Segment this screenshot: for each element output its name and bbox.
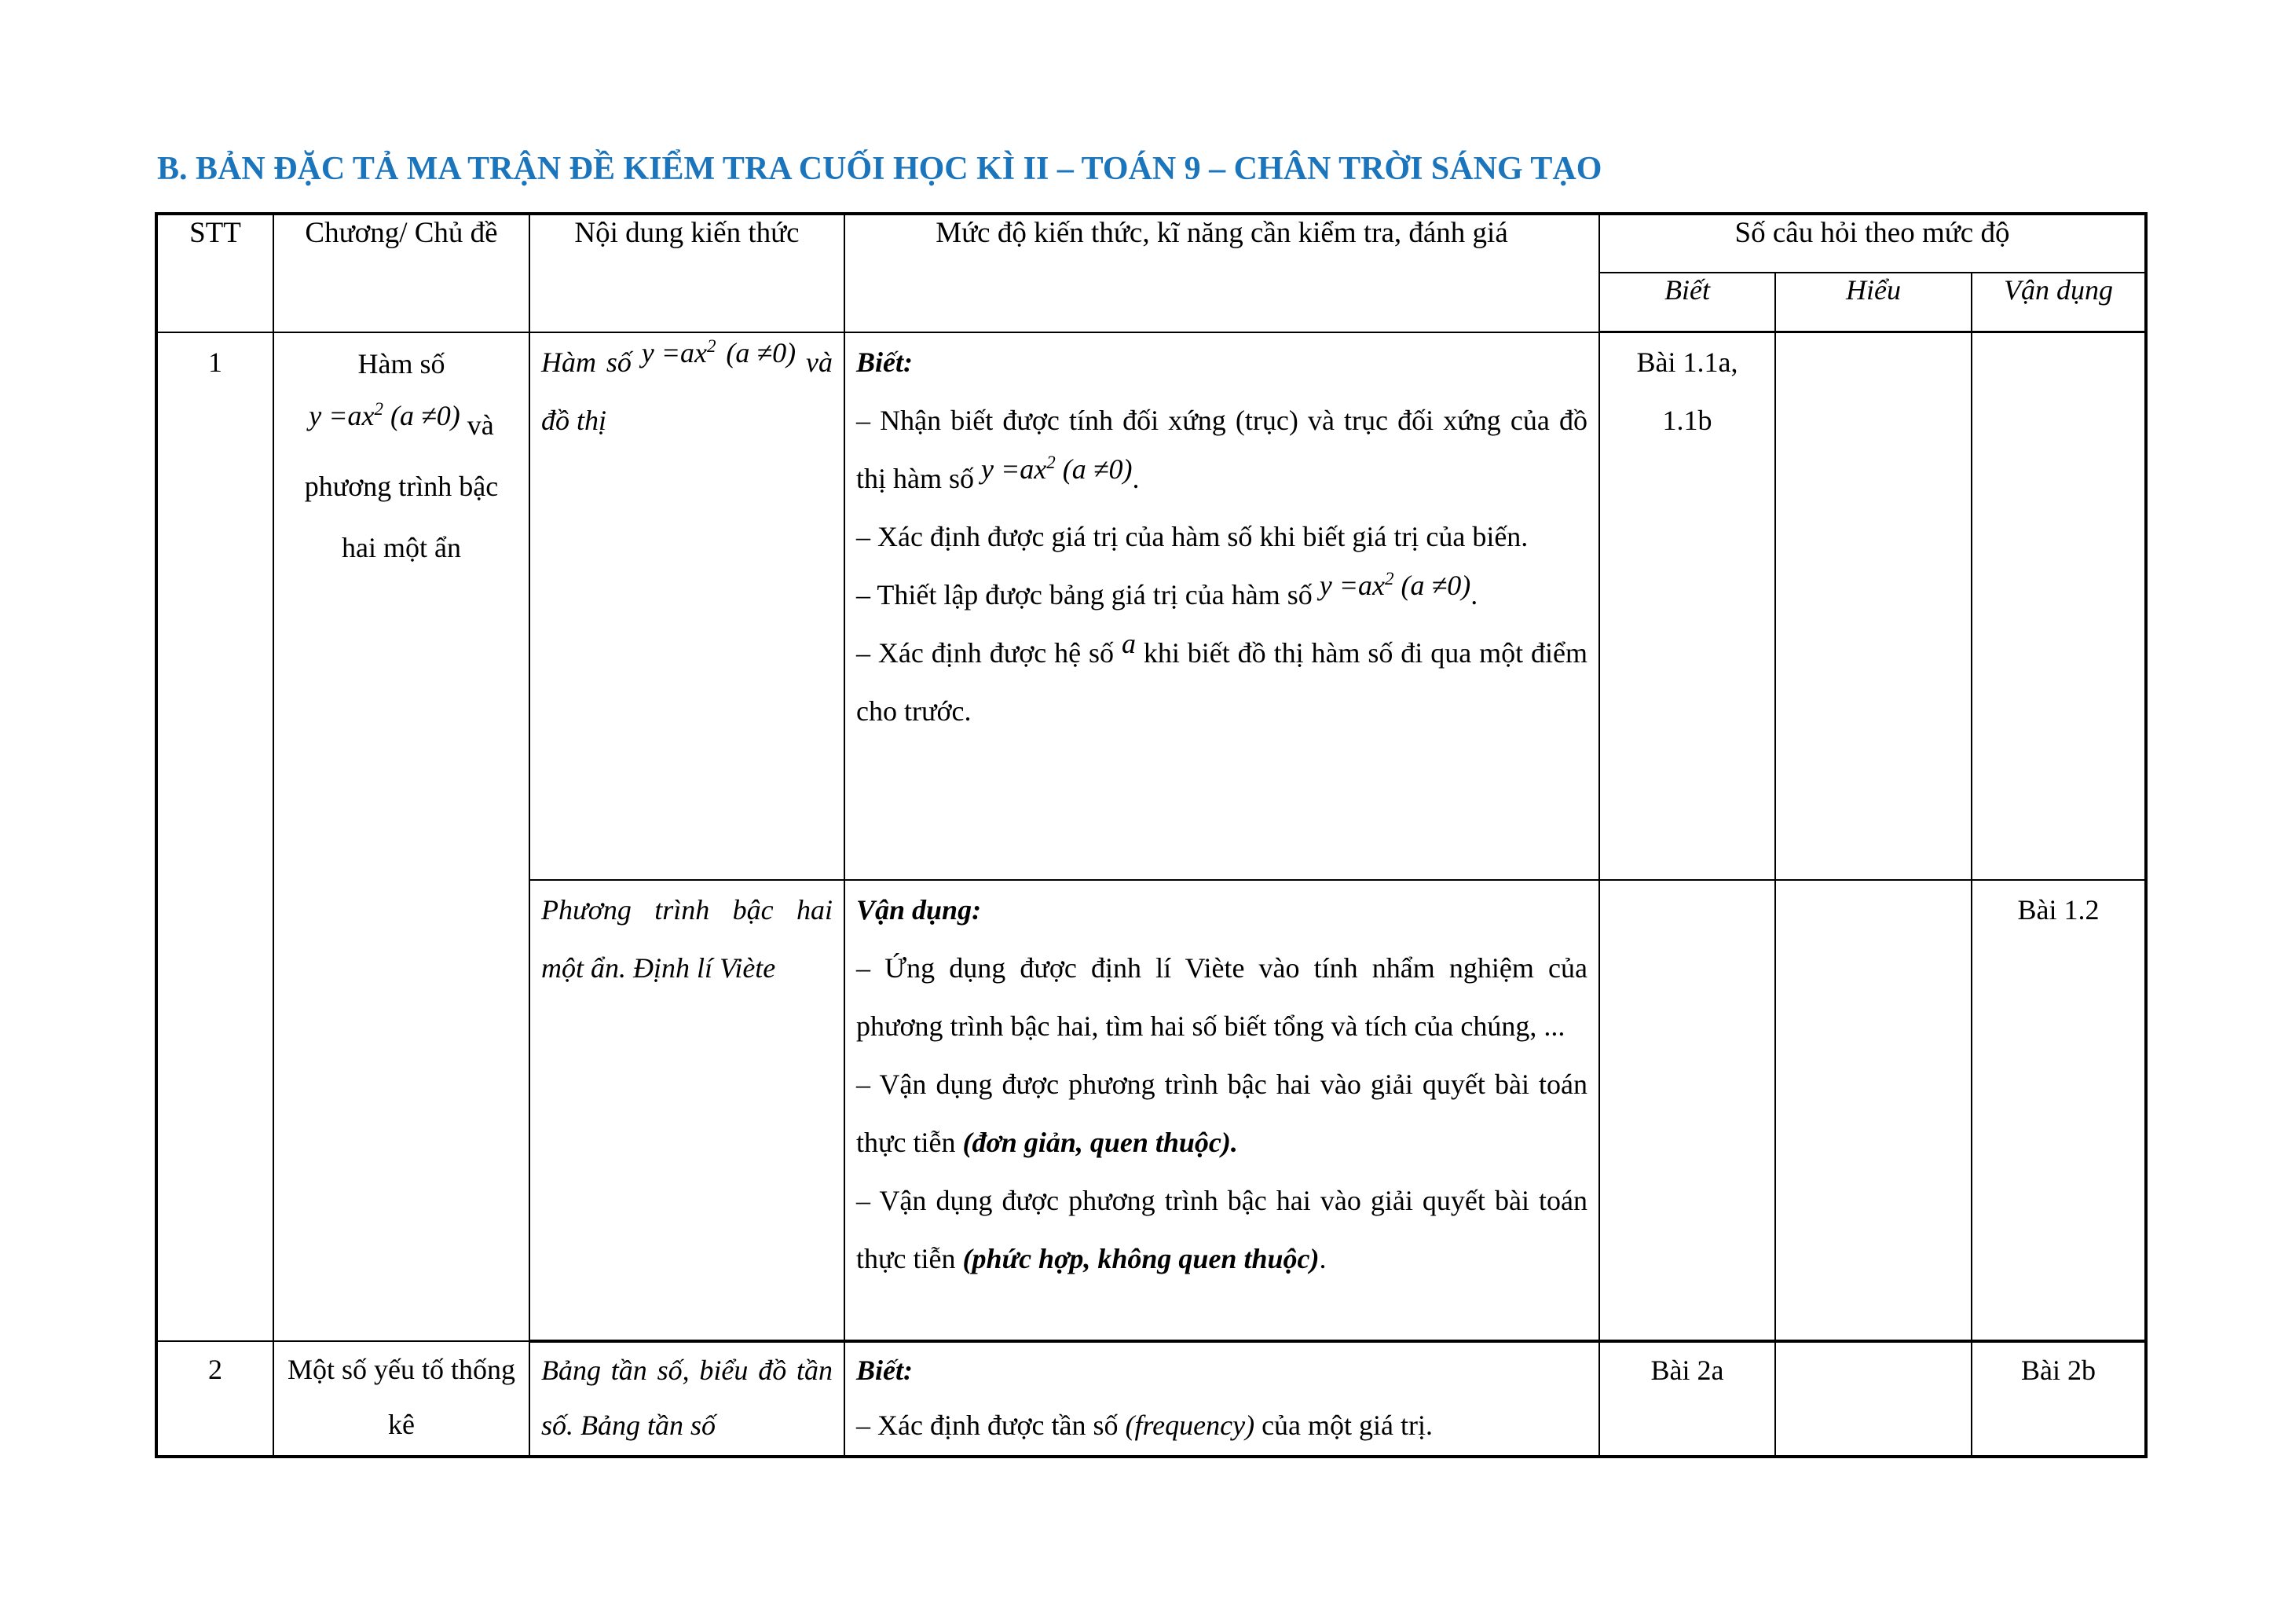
assessment-heading: Biết: xyxy=(856,1355,913,1386)
emphasis-text: (đơn giản, quen thuộc). xyxy=(962,1127,1238,1158)
question-ref: Bài 2b xyxy=(2021,1355,2096,1386)
assessment-item: – Nhận biết được tính đối xứng (trục) và trục đối xứng của đồ thị hàm số $y =ax^2$ (a ≠0). xyxy=(856,391,1587,508)
row1b-assessment-cell xyxy=(844,880,1599,1341)
topic-text-tail: và đồ thị xyxy=(541,346,833,436)
row1-chapter-cell xyxy=(273,332,529,1342)
row1a-assessment-cell xyxy=(844,332,1599,881)
inline-variable: a xyxy=(1121,627,1136,659)
topic-text: Hàm số xyxy=(541,346,642,378)
inline-formula: $y =ax^2$ (a ≠0) xyxy=(981,452,1133,485)
chapter-text-line3: và phương trình bậc hai một ẩn xyxy=(304,409,499,563)
header-row-1 xyxy=(156,214,2146,273)
chapter-text-line1: Hàm số xyxy=(357,347,445,379)
assessment-item: – Thiết lập được bảng giá trị của hàm số $y =ax^2$ (a ≠0). xyxy=(856,566,1587,624)
header-stt: STT xyxy=(156,214,273,332)
row2-know-cell xyxy=(1599,1341,1775,1457)
topic-formula-paren: (a ≠0) xyxy=(726,336,796,368)
emphasis-italic-text: (frequency) xyxy=(1125,1410,1255,1441)
assessment-item: – Ứng dụng được định lí Viète vào tính nhẩm nghiệm của phương trình bậc hai, tìm hai số biết tổng và tích của chúng, ... xyxy=(856,952,1587,1042)
emphasis-text: (phức hợp, không quen thuộc) xyxy=(962,1243,1320,1274)
row1a-know-cell xyxy=(1599,332,1775,881)
header-chapter: Chương/ Chủ đề xyxy=(273,214,529,332)
row1b-know-cell xyxy=(1599,880,1775,1341)
page-title: B. BẢN ĐẶC TẢ MA TRẬN ĐỀ KIỂM TRA CUỐI HỌC KÌ II – TOÁN 9 – CHÂN TRỜI SÁNG TẠO xyxy=(157,151,1602,187)
row1a-apply-cell xyxy=(1972,332,2146,881)
topic-text: Phương trình bậc hai một ẩn. Định lí Viète xyxy=(541,894,833,984)
row2-assessment-cell xyxy=(844,1341,1599,1457)
assessment-item: – Xác định được tần số (frequency) của một giá trị. xyxy=(856,1410,1433,1441)
topic-text: Bảng tần số, biểu đồ tần số. Bảng tần số xyxy=(541,1355,833,1441)
row2-stt-cell: 2 xyxy=(156,1341,273,1457)
question-ref: Bài 2a xyxy=(1650,1355,1724,1386)
assessment-heading: Vận dụng: xyxy=(856,894,982,926)
header-questions-by-level: Số câu hỏi theo mức độ xyxy=(1599,214,2146,273)
row2-understand-cell xyxy=(1775,1341,1972,1457)
row2-apply-cell xyxy=(1972,1341,2146,1457)
header-level-apply: Vận dụng xyxy=(1972,273,2146,332)
row2-topic-cell xyxy=(529,1341,844,1457)
row1b-apply-cell xyxy=(1972,880,2146,1341)
question-ref: Bài 1.2 xyxy=(2017,894,2100,926)
assessment-item: – Xác định được hệ số a khi biết đồ thị hàm số đi qua một điểm cho trước. xyxy=(856,624,1587,740)
row1a-topic-cell xyxy=(529,332,844,881)
assessment-item: – Vận dụng được phương trình bậc hai vào giải quyết bài toán thực tiễn (phức hợp, không quen thuộc). xyxy=(856,1185,1587,1274)
row2-chapter-cell xyxy=(273,1341,529,1457)
topic-formula: $y =ax^2$ xyxy=(641,335,716,368)
chapter-formula: $y =ax^2$ (a ≠0) xyxy=(309,398,460,431)
row1a-understand-cell xyxy=(1775,332,1972,881)
row1b-understand-cell xyxy=(1775,880,1972,1341)
assessment-item: – Xác định được giá trị của hàm số khi biết giá trị của biến. xyxy=(856,520,1529,552)
assessment-heading: Biết: xyxy=(856,346,913,378)
table-row xyxy=(156,332,2146,881)
assessment-item: – Vận dụng được phương trình bậc hai vào giải quyết bài toán thực tiễn (đơn giản, quen thuộc). xyxy=(856,1069,1587,1158)
header-level-know: Biết xyxy=(1599,273,1775,332)
row1b-topic-cell xyxy=(529,880,844,1341)
chapter-text: Một số yếu tố thống kê xyxy=(287,1354,515,1440)
table-row xyxy=(156,1341,2146,1457)
header-assessment: Mức độ kiến thức, kĩ năng cần kiểm tra, đánh giá xyxy=(844,214,1599,332)
row1-stt-cell: 1 xyxy=(156,332,273,1342)
header-level-understand: Hiểu xyxy=(1775,273,1972,332)
question-ref: Bài 1.1a, 1.1b xyxy=(1636,346,1738,436)
header-content: Nội dung kiến thức xyxy=(529,214,844,332)
inline-formula: $y =ax^2$ (a ≠0) xyxy=(1319,568,1471,601)
spec-matrix-table xyxy=(155,212,2148,1458)
